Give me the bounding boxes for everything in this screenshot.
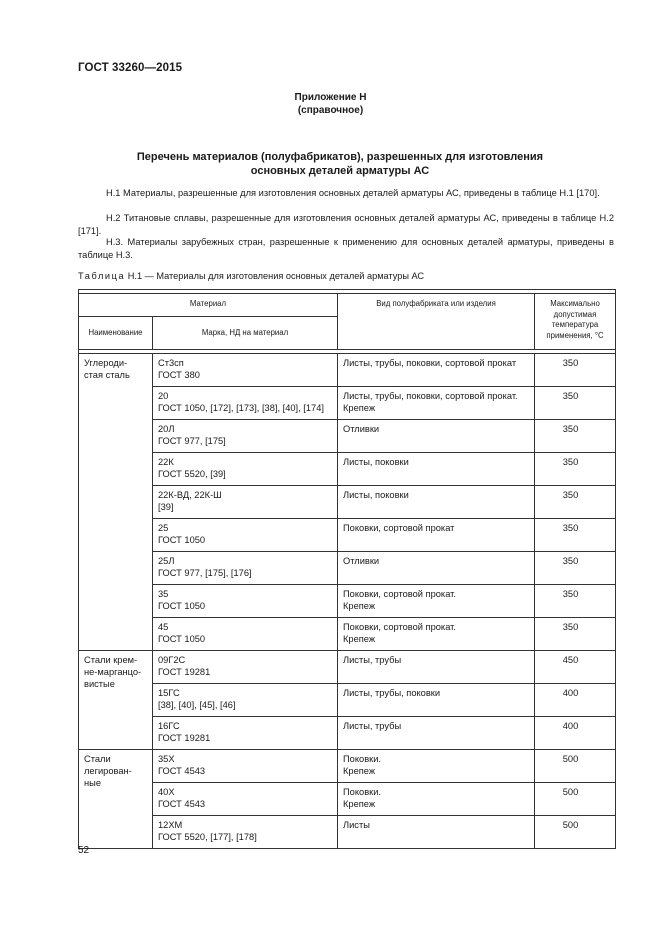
paragraph-h2: Н.2 Титановые сплавы, разрешенные для изготовления основных деталей арматуры АС, приведены в таблице Н.2 [171]. — [78, 213, 614, 236]
table-row — [79, 750, 616, 783]
max-temp-cell: 500 — [535, 750, 616, 783]
header-max-temp: Максимально допустимая температура применения, °С — [535, 294, 616, 350]
grade-cell: 22К ГОСТ 5520, [39] — [153, 453, 338, 486]
semi-product-cell: Листы, трубы — [338, 651, 535, 684]
table-row — [79, 816, 616, 849]
max-temp-cell: 350 — [535, 519, 616, 552]
grade-cell: 22К-ВД, 22К-Ш [39] — [153, 486, 338, 519]
grade-cell: 12ХМ ГОСТ 5520, [177], [178] — [153, 816, 338, 849]
max-temp-cell: 500 — [535, 783, 616, 816]
table-caption-word: Таблица — [78, 271, 126, 281]
grade-cell: 16ГС ГОСТ 19281 — [153, 717, 338, 750]
section-title — [90, 151, 590, 178]
semi-product-cell: Поковки, сортовой прокат. Крепеж — [338, 618, 535, 651]
max-temp-cell: 500 — [535, 816, 616, 849]
max-temp-cell: 350 — [535, 618, 616, 651]
grade-cell: 25 ГОСТ 1050 — [153, 519, 338, 552]
semi-product-cell: Листы — [338, 816, 535, 849]
paragraph-h3: Н.3. Материалы зарубежных стран, разрешенные к применению для основных деталей арматуры, приведены в таблице Н.3. — [78, 237, 614, 260]
document-id: ГОСТ 33260—2015 — [78, 62, 183, 74]
page-number: 52 — [78, 845, 90, 856]
table-row — [79, 387, 616, 420]
section-title-line-2: основных деталей арматуры АС — [250, 164, 430, 177]
semi-product-cell: Поковки, сортовой прокат. Крепеж — [338, 585, 535, 618]
max-temp-cell: 450 — [535, 651, 616, 684]
semi-product-cell: Листы, поковки — [338, 453, 535, 486]
grade-cell: 35 ГОСТ 1050 — [153, 585, 338, 618]
grade-cell: 09Г2С ГОСТ 19281 — [153, 651, 338, 684]
grade-cell: 35Х ГОСТ 4543 — [153, 750, 338, 783]
max-temp-cell: 400 — [535, 717, 616, 750]
semi-product-cell: Отливки — [338, 420, 535, 453]
appendix-subtitle: (справочное) — [297, 105, 364, 116]
grade-cell: 20Л ГОСТ 977, [175] — [153, 420, 338, 453]
semi-product-cell: Поковки, сортовой прокат — [338, 519, 535, 552]
max-temp-cell: 350 — [535, 486, 616, 519]
material-group-name: Стали легирован- ные — [79, 750, 153, 849]
semi-product-cell: Отливки — [338, 552, 535, 585]
grade-cell: 40Х ГОСТ 4543 — [153, 783, 338, 816]
semi-product-cell: Листы, поковки — [338, 486, 535, 519]
materials-table — [78, 289, 616, 849]
semi-product-cell: Поковки. Крепеж — [338, 783, 535, 816]
table-row — [79, 585, 616, 618]
appendix-title: Приложение Н — [294, 92, 367, 103]
table-row — [79, 453, 616, 486]
max-temp-cell: 400 — [535, 684, 616, 717]
semi-product-cell: Листы, трубы, поковки — [338, 684, 535, 717]
section-title-line-1: Перечень материалов (полуфабрикатов), разрешенных для изготовления — [136, 151, 544, 163]
grade-cell: 20 ГОСТ 1050, [172], [173], [38], [40], [174] — [153, 387, 338, 420]
table-row — [79, 783, 616, 816]
material-group-name: Стали крем- не-марганцо- вистые — [79, 651, 153, 750]
grade-cell: 25Л ГОСТ 977, [175], [176] — [153, 552, 338, 585]
grade-cell: 15ГС [38], [40], [45], [46] — [153, 684, 338, 717]
header-material: Материал — [79, 294, 338, 317]
table-row — [79, 519, 616, 552]
grade-cell: Ст3сп ГОСТ 380 — [153, 354, 338, 387]
paragraph-h1: Н.1 Материалы, разрешенные для изготовления основных деталей арматуры АС, приведены в таблице Н.1 [170]. — [106, 188, 600, 198]
max-temp-cell: 350 — [535, 387, 616, 420]
table-header-row-1 — [79, 294, 616, 317]
header-name: Наименование — [79, 317, 153, 350]
table-caption — [78, 271, 424, 281]
semi-product-cell: Листы, трубы, поковки, сортовой прокат — [338, 354, 535, 387]
max-temp-cell: 350 — [535, 420, 616, 453]
table-row — [79, 354, 616, 387]
table-row — [79, 420, 616, 453]
table-body — [79, 354, 616, 849]
table-row — [79, 651, 616, 684]
max-temp-cell: 350 — [535, 354, 616, 387]
max-temp-cell: 350 — [535, 585, 616, 618]
semi-product-cell: Листы, трубы — [338, 717, 535, 750]
table-row — [79, 684, 616, 717]
semi-product-cell: Поковки. Крепеж — [338, 750, 535, 783]
header-grade: Марка, НД на материал — [153, 317, 338, 350]
table-row — [79, 552, 616, 585]
max-temp-cell: 350 — [535, 453, 616, 486]
table-caption-text: Н.1 — Материалы для изготовления основных деталей арматуры АС — [125, 271, 425, 281]
table-row — [79, 618, 616, 651]
header-semi-product: Вид полуфабриката или изделия — [338, 294, 535, 350]
table-row — [79, 717, 616, 750]
grade-cell: 45 ГОСТ 1050 — [153, 618, 338, 651]
semi-product-cell: Листы, трубы, поковки, сортовой прокат. Крепеж — [338, 387, 535, 420]
table-row — [79, 486, 616, 519]
max-temp-cell: 350 — [535, 552, 616, 585]
material-group-name: Углероди- стая сталь — [79, 354, 153, 651]
